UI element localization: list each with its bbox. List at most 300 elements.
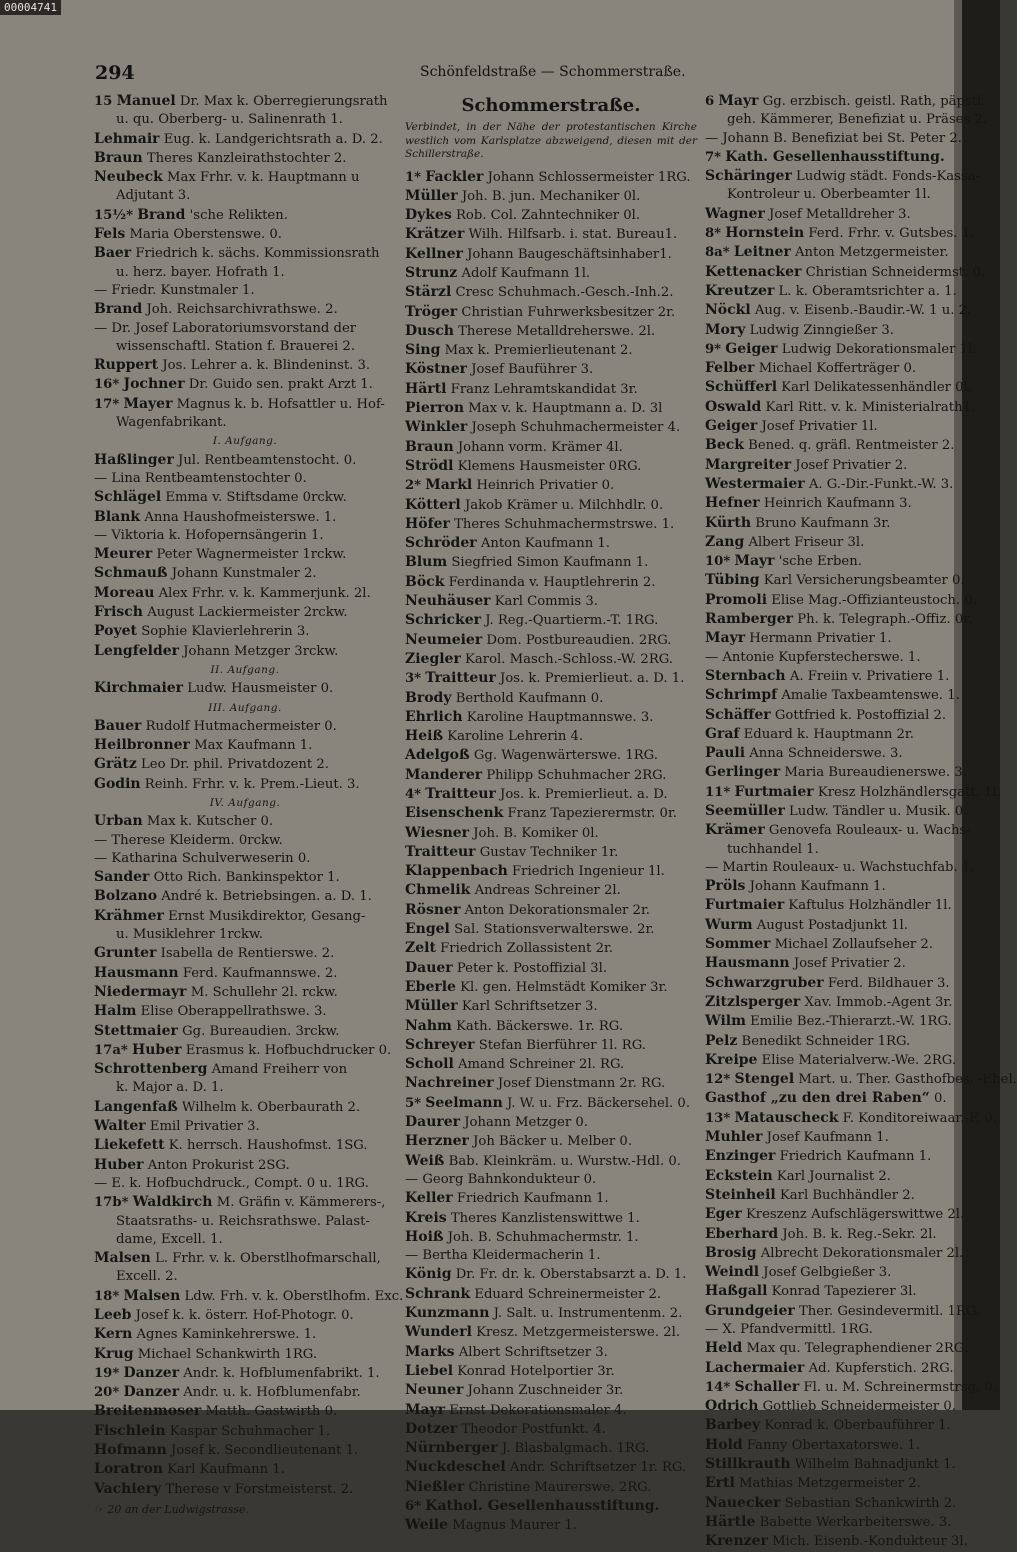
resident-details: Ernst Musikdirektor, Gesang- [168, 908, 366, 924]
resident-details: Joh. B. Schuhmachermstr. 1. [447, 1229, 639, 1245]
resident-entry [705, 1302, 981, 1321]
resident-entry [705, 378, 977, 397]
resident-surname: Nöckl [705, 302, 751, 319]
column-3 [705, 92, 1017, 1552]
resident-entry [705, 1070, 1017, 1089]
resident-details: Joh. B. jun. Mechaniker 0l. [461, 188, 641, 204]
resident-entry [405, 1017, 697, 1036]
resident-entry [405, 1343, 697, 1362]
resident-surname: Dotzer [405, 1420, 458, 1437]
resident-details: Max qu. Telegraphendiener 2RG. [746, 1341, 969, 1357]
resident-entry [94, 527, 396, 545]
resident-entry [405, 746, 697, 765]
resident-surname: Keller [405, 1190, 453, 1207]
resident-entry [94, 1364, 396, 1383]
resident-entry [705, 340, 977, 359]
resident-details: Gottlieb Schneidermeister 0. [762, 1399, 956, 1415]
resident-details: Ferd. Kaufmannswe. 2. [182, 965, 338, 981]
resident-surname: Hold [705, 1436, 743, 1453]
stairway-heading: I. Aufgang. [212, 435, 278, 448]
resident-surname: König [405, 1266, 452, 1283]
resident-entry [705, 877, 977, 896]
resident-details: K. herrsch. Haushofmst. 1SG. [168, 1138, 368, 1154]
resident-surname: Herzner [405, 1133, 469, 1150]
resident-surname: Krug [94, 1345, 134, 1362]
resident-details: Joh. B. Komiker 0l. [473, 825, 599, 841]
entry-continuation: Excell. 2. [116, 1269, 178, 1285]
resident-details: Johann Kaufmann 1. [749, 879, 886, 895]
resident-entry [94, 1249, 396, 1268]
resident-surname: Krätzer [405, 226, 465, 243]
resident-surname: Mory [705, 321, 746, 338]
resident-details: Wilh. Hilfsarb. i. stat. Bureau1. [468, 227, 678, 243]
resident-entry [94, 1136, 396, 1155]
resident-details: Kaspar Schuhmacher 1. [169, 1423, 331, 1439]
resident-details: Stefan Bierführer 1l. RG. [478, 1037, 646, 1053]
resident-entry [405, 824, 697, 843]
resident-surname: Pröls [705, 878, 746, 895]
resident-surname: Seemüller [705, 802, 785, 819]
resident-entry [705, 263, 986, 282]
resident-details: Johann Kunstmaler 2. [171, 566, 317, 582]
resident-surname: Hausmann [705, 955, 790, 972]
resident-details: F. Konditoreiwaar.-F. 0. [842, 1110, 997, 1126]
resident-surname: Westermaier [705, 475, 805, 492]
resident-details: A. G.-Dir.-Funkt.-W. 3. [808, 476, 954, 492]
resident-details: Theres Kanzleirathstochter 2. [146, 150, 347, 166]
resident-surname: Schmauß [94, 565, 168, 582]
house-number: 20* [94, 1385, 120, 1401]
resident-surname: Brosig [705, 1244, 757, 1261]
resident-surname: Schrimpf [705, 687, 778, 704]
resident-surname: Baer [94, 245, 132, 262]
resident-entry [705, 1474, 977, 1493]
resident-entry [94, 775, 396, 794]
resident-entry [405, 399, 697, 418]
resident-surname: Nießler [405, 1478, 465, 1495]
resident-entry [405, 1285, 697, 1304]
resident-details: Konrad Hotelportier 3r. [457, 1363, 615, 1379]
resident-entry [94, 603, 396, 622]
resident-details: Amand Freiherr von [211, 1062, 348, 1078]
resident-details: Konrad k. Oberbauführer 1. [764, 1418, 951, 1434]
resident-details: Peter Wagnermeister 1rckw. [156, 547, 347, 563]
resident-details: Babette Werkarbeiterswe. 3. [759, 1514, 952, 1530]
resident-entry [705, 1032, 977, 1051]
resident-entry [705, 802, 977, 821]
resident-surname: Schwarzgruber [705, 974, 824, 991]
resident-entry [405, 553, 697, 572]
resident-entry [405, 1497, 697, 1516]
entry-continuation: u. Musiklehrer 1rckw. [116, 927, 263, 943]
resident-details: — Friedr. Kunstmaler 1. [94, 282, 255, 298]
resident-details: Gg. Bureaudien. 3rckw. [182, 1023, 340, 1039]
resident-entry [705, 571, 977, 590]
resident-surname: Neuhäuser [405, 593, 491, 610]
resident-entry [705, 552, 977, 571]
resident-entry [405, 1094, 697, 1113]
resident-surname: Engel [405, 921, 450, 938]
resident-entry [94, 736, 396, 755]
resident-surname: Schüfferl [705, 379, 778, 396]
resident-entry [94, 1060, 396, 1079]
resident-entry [705, 1397, 977, 1416]
resident-entry [94, 282, 396, 300]
resident-surname: Pierron [405, 400, 465, 417]
resident-surname: Nachreiner [405, 1075, 494, 1092]
resident-details: Konrad Tapezierer 3l. [771, 1284, 917, 1300]
resident-details: Ther. Gesindevermitl. 1RG. [798, 1303, 981, 1319]
resident-surname: Grätz [94, 756, 137, 773]
resident-entry [405, 1228, 697, 1247]
resident-surname: Brody [405, 689, 452, 706]
resident-entry [705, 859, 977, 877]
resident-surname: Steinheil [705, 1186, 776, 1203]
resident-surname: Bolzano [94, 888, 158, 905]
resident-details: Friedrich Ingenieur 1l. [512, 864, 665, 880]
resident-details: Ludw. Tändler u. Musik. 0. [789, 803, 968, 819]
resident-surname: Krähmer [94, 907, 164, 924]
resident-details: Johann Zuschneider 3r. [467, 1383, 624, 1399]
resident-entry [405, 225, 697, 244]
house-number: 2* [405, 478, 422, 494]
resident-surname: Weindl [705, 1264, 760, 1281]
resident-entry [94, 545, 396, 564]
resident-surname: Nuckdeschel [405, 1459, 506, 1476]
resident-details: Dr. Fr. dr. k. Oberstabsarzt a. D. 1. [455, 1267, 687, 1283]
resident-entry [405, 283, 697, 302]
resident-surname: Rösner [405, 901, 461, 918]
resident-details: Christine Maurerswe. 2RG. [468, 1479, 652, 1495]
resident-surname: Kern [94, 1326, 133, 1343]
resident-surname: Danzer [123, 1384, 180, 1401]
resident-surname: Klappenbach [405, 863, 508, 880]
resident-entry [705, 205, 977, 224]
resident-surname: Leitner [733, 244, 791, 261]
house-number: 7* [705, 149, 722, 165]
house-number: 9* [705, 341, 722, 357]
resident-details: Elise Materialverw.-We. 2RG. [761, 1052, 957, 1068]
resident-details: Josef k. k. österr. Hof-Photogr. 0. [135, 1308, 354, 1323]
resident-details: Karl Buchhändler 2. [779, 1187, 915, 1203]
resident-details: Wilhelm k. Oberbaurath 2. [181, 1099, 361, 1115]
resident-entry [94, 1306, 396, 1325]
resident-details: Gg. erzbisch. geistl. Rath, päpstl. [762, 94, 986, 109]
stairway-heading: II. Aufgang. [210, 663, 280, 676]
resident-surname: Zang [705, 533, 745, 550]
resident-details: Andreas Schreiner 2l. [474, 883, 621, 899]
resident-entry [94, 130, 396, 149]
resident-entry [405, 380, 697, 399]
resident-surname: Gerlinger [705, 764, 781, 781]
resident-surname: Schrottenberg [94, 1061, 208, 1078]
resident-entry [705, 974, 977, 993]
resident-details: Anton Dekorationsmaler 2r. [464, 902, 650, 918]
resident-entry [705, 92, 986, 111]
resident-entry [705, 1532, 977, 1551]
resident-details: Bened. q. gräfl. Rentmeister 2. [748, 438, 955, 454]
resident-entry [705, 1263, 977, 1282]
resident-surname: Schäffer [705, 706, 771, 723]
house-number: 15 [94, 94, 113, 109]
resident-entry [705, 896, 977, 915]
resident-details: Christian Schneidermst. 0. [805, 264, 986, 280]
resident-surname: Mayer [123, 395, 173, 412]
resident-details: Eduard k. Hauptmann 2r. [743, 726, 914, 742]
resident-surname: Geiger [705, 418, 758, 435]
resident-entry [705, 1321, 977, 1339]
resident-entry [405, 1132, 697, 1151]
house-number: 17b* [94, 1195, 129, 1211]
resident-details: Agnes Kaminkehrerswe. 1. [136, 1327, 317, 1343]
resident-surname: Wurm [705, 916, 753, 933]
resident-details: Hermann Privatier 1. [749, 631, 892, 647]
street-description: Verbindet, in der Nähe der protestantischen Kirche westlich vom Karlsplatze abzweigend, diesen mit der Schillerstraße. [405, 121, 697, 160]
resident-details: — Martin Rouleaux- u. Wachstuchfab. 1. [705, 859, 975, 875]
resident-details: Friedrich Kaufmann 1. [779, 1149, 932, 1165]
resident-details: Benedikt Schneider 1RG. [741, 1033, 911, 1049]
resident-details: Otto Rich. Bankinspektor 1. [153, 870, 340, 886]
resident-details: Christian Fuhrwerksbesitzer 2r. [461, 304, 676, 320]
resident-surname: Tröger [405, 303, 458, 320]
resident-details: Johann Baugeschäftsinhaber1. [467, 246, 672, 262]
resident-surname: Neubeck [94, 169, 163, 186]
resident-entry [705, 167, 981, 186]
resident-surname: Poyet [94, 623, 137, 640]
resident-entry [405, 669, 697, 688]
resident-surname: Mayr [405, 1401, 446, 1418]
column-1 [94, 92, 404, 1519]
resident-entry [705, 916, 977, 935]
resident-surname: Braun [94, 149, 143, 166]
resident-details: Friedrich Kaufmann 1. [456, 1191, 609, 1207]
resident-entry [405, 804, 697, 823]
resident-surname: Furtmaier [705, 897, 785, 914]
resident-surname: Godin [94, 775, 141, 792]
resident-entry [405, 418, 697, 437]
resident-details: Isabella de Rentierswe. 2. [160, 946, 335, 962]
resident-surname: Walter [94, 1118, 146, 1135]
resident-details: Josef Privatier 2. [795, 457, 908, 473]
resident-surname: Wiesner [405, 824, 470, 841]
resident-details: Karl Delikatessenhändler 0l. [781, 380, 972, 396]
resident-entry [94, 470, 396, 488]
resident-entry [405, 264, 697, 283]
resident-details: Karl Schriftsetzer 3. [461, 999, 598, 1015]
resident-surname: Sternbach [705, 667, 786, 684]
resident-surname: Liebel [405, 1362, 454, 1379]
resident-surname: Brand [94, 301, 143, 318]
resident-surname: Müller [405, 187, 458, 204]
resident-entry [405, 785, 697, 804]
house-number: 13* [705, 1110, 731, 1126]
resident-details: — Johann B. Benefiziat bei St. Peter 2. [705, 130, 962, 146]
resident-surname: Schlägel [94, 489, 162, 506]
resident-details: A. Freiin v. Privatiere 1. [789, 668, 950, 684]
resident-entry [705, 1359, 977, 1378]
resident-details: Anna Haushofmeisterswe. 1. [144, 509, 337, 525]
resident-details: Eduard Schreinermeister 2. [474, 1286, 662, 1302]
resident-surname: Krenzer [705, 1533, 768, 1550]
resident-details: Albrecht Dekorationsmaler 2l. [760, 1245, 964, 1261]
resident-entry [405, 766, 697, 785]
resident-details: Michael Schankwirth 1RG. [137, 1346, 318, 1362]
resident-entry [405, 631, 697, 650]
resident-entry [405, 1055, 697, 1074]
resident-surname: Eisenschenk [405, 805, 504, 822]
resident-entry [405, 727, 697, 746]
resident-entry [705, 224, 977, 243]
street-title: Schommerstraße. [461, 95, 641, 116]
resident-details: Franz Lehramtskandidat 3r. [450, 381, 638, 397]
resident-surname: Brand [137, 206, 186, 223]
resident-surname: Margreiter [705, 456, 792, 473]
resident-entry [405, 650, 697, 669]
resident-details: Genovefa Rouleaux- u. Wachs- [768, 823, 971, 839]
resident-surname: Weiß [405, 1152, 445, 1169]
resident-surname: Hoiß [405, 1228, 444, 1245]
resident-entry [405, 360, 697, 379]
running-head: Schönfeldstraße — Schommerstraße. [420, 64, 686, 80]
resident-details: Elise Mag.-Offizianteustoch. 0. [771, 592, 977, 608]
resident-details: Johann vorm. Krämer 4l. [457, 439, 623, 455]
resident-details: — Viktoria k. Hofopernsängerin 1. [94, 527, 324, 543]
resident-entry [94, 1383, 396, 1402]
resident-details: Rudolf Hutmachermeister 0. [145, 718, 337, 734]
resident-entry [705, 1244, 977, 1263]
resident-surname: Haßgall [705, 1283, 768, 1300]
resident-entry [405, 1189, 697, 1208]
resident-surname: Nürnberger [405, 1440, 498, 1457]
house-number: 12* [705, 1072, 731, 1088]
resident-details: Magnus k. b. Hofsattler u. Hof- [176, 396, 385, 412]
resident-entry [94, 1345, 396, 1364]
resident-details: Friedrich Zollassistent 2r. [440, 941, 614, 957]
resident-details: M. Gräfin v. Kämmerers-, [216, 1195, 386, 1211]
resident-details: J. Salt. u. Instrumentenm. 2. [493, 1306, 683, 1322]
resident-entry [405, 341, 697, 360]
resident-surname: Zitzlsperger [705, 993, 801, 1010]
resident-entry [705, 686, 977, 705]
resident-entry [405, 245, 697, 264]
entry-continuation: Staatsraths- u. Reichsrathswe. Palast- [116, 1213, 370, 1229]
resident-surname: Schreyer [405, 1036, 475, 1053]
resident-surname: Höfer [405, 515, 450, 532]
resident-surname: Seelmann [425, 1094, 503, 1111]
resident-entry [94, 1441, 396, 1460]
resident-surname: Kreis [405, 1209, 447, 1226]
resident-entry [94, 1193, 396, 1212]
resident-details: Gg. Wagenwärterswe. 1RG. [473, 748, 658, 764]
resident-details: Adolf Kaufmann 1l. [461, 265, 591, 281]
resident-entry [405, 168, 697, 187]
resident-surname: Mayr [734, 553, 775, 570]
resident-surname: Breitenmoser [94, 1403, 202, 1420]
resident-entry [705, 1147, 977, 1166]
resident-entry [94, 375, 396, 394]
resident-entry [94, 964, 396, 983]
entry-continuation: tuchhandel 1. [727, 841, 819, 857]
resident-details: Matth. Gastwirth 0. [205, 1404, 338, 1420]
resident-entry [94, 149, 396, 168]
resident-surname: Hornstein [725, 225, 805, 242]
resident-surname: Felber [705, 360, 755, 377]
resident-details: Gottfried k. Postoffizial 2. [774, 707, 947, 723]
resident-details: Karl Journalist 2. [776, 1168, 891, 1184]
resident-details: Magnus Maurer 1. [452, 1518, 578, 1534]
resident-entry [94, 1117, 396, 1136]
resident-entry [705, 1455, 977, 1474]
resident-surname: Strödl [405, 457, 454, 474]
resident-details: Elise Oberappellrathswe. 3. [140, 1004, 327, 1020]
resident-details: Mich. Eisenb.-Kondukteur 3l. [772, 1534, 968, 1550]
resident-entry [94, 717, 396, 736]
resident-surname: Loratron [94, 1461, 163, 1478]
resident-surname: Traitteur [405, 843, 476, 860]
resident-entry [94, 1287, 404, 1306]
resident-details: Alex Frhr. v. k. Kammerjunk. 2l. [158, 585, 371, 601]
resident-surname: Oswald [705, 398, 762, 415]
resident-surname: Grunter [94, 945, 157, 962]
resident-surname: Malsen [94, 1250, 151, 1267]
resident-entry [405, 1036, 697, 1055]
resident-details: Anton Prokurist 2SG. [147, 1157, 290, 1173]
resident-details: Leo Dr. phil. Privatdozent 2. [141, 757, 329, 773]
resident-details: Ludwig Zinngießer 3. [749, 322, 894, 338]
resident-surname: Manderer [405, 766, 483, 783]
resident-surname: Dusch [405, 322, 454, 339]
resident-surname: Müller [405, 998, 458, 1015]
resident-surname: Manuel [116, 93, 176, 109]
resident-entry [94, 206, 396, 225]
resident-details: Josef Kaufmann 1. [766, 1130, 889, 1146]
resident-entry [405, 206, 697, 225]
resident-surname: Ertl [705, 1475, 735, 1492]
resident-details: Karl Versicherungsbeamter 0. [763, 573, 965, 589]
resident-details: Josef Bauführer 3. [471, 362, 594, 378]
resident-entry [405, 1304, 697, 1323]
resident-entry [405, 708, 697, 727]
resident-entry [705, 514, 977, 533]
resident-surname: Schaller [734, 1378, 800, 1395]
resident-entry [705, 1416, 977, 1435]
resident-details: Fl. u. M. Schreinermstrsg. 0. [803, 1379, 997, 1395]
resident-entry [405, 881, 697, 900]
resident-entry [94, 983, 396, 1002]
resident-details: Eug. k. Landgerichtsrath a. D. 2. [163, 131, 383, 147]
entry-list [405, 168, 697, 1536]
resident-entry [705, 1109, 997, 1128]
resident-surname: Ziegler [405, 650, 461, 667]
resident-entry [705, 935, 977, 954]
resident-surname: Lachermaier [705, 1359, 805, 1376]
entry-list [705, 92, 1017, 1552]
resident-entry [405, 1420, 697, 1439]
resident-entry [705, 321, 977, 340]
resident-details: Anna Schneiderswe. 3. [749, 746, 903, 762]
house-number: 19* [94, 1365, 120, 1381]
resident-entry [705, 821, 977, 840]
resident-entry [94, 868, 396, 887]
resident-details: Fanny Obertaxatorswe. 1. [746, 1437, 920, 1453]
resident-details: Heinrich Privatier 0. [476, 478, 615, 494]
resident-entry [94, 564, 396, 583]
resident-details: Ferdinanda v. Hauptlehrerin 2. [448, 574, 656, 590]
resident-entry [705, 706, 977, 725]
resident-surname: Härtl [405, 380, 447, 397]
resident-surname: Böck [405, 573, 445, 590]
column-2 [405, 92, 697, 1536]
